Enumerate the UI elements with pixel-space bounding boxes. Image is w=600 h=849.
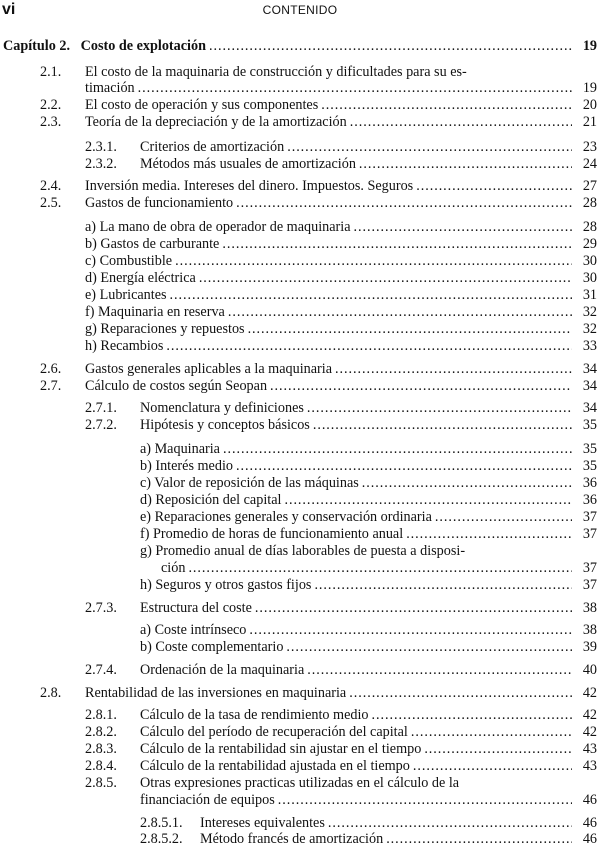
dot-leader — [435, 509, 572, 526]
toc-entry-2-5-d[interactable] — [85, 270, 597, 287]
toc-page: 34 — [582, 361, 597, 377]
dot-leader — [424, 741, 572, 758]
toc-page: 36 — [582, 492, 597, 508]
toc-page: 42 — [582, 707, 597, 723]
toc-page: 46 — [582, 815, 597, 831]
toc-entry-2-7[interactable] — [85, 378, 597, 395]
toc-title: a) La mano de obra de operador de maquinaria — [85, 219, 351, 235]
toc-entry-2-7-2[interactable] — [140, 417, 597, 434]
dot-leader — [386, 831, 572, 848]
toc-title: Intereses equivalentes — [200, 815, 325, 831]
toc-title: h) Seguros y otros gastos fijos — [140, 577, 312, 593]
dot-leader — [411, 724, 572, 741]
dot-leader — [255, 600, 572, 617]
toc-entry-2-7-2-h[interactable] — [140, 577, 597, 594]
toc-number: 2.7.3. — [85, 600, 117, 616]
toc-title: Inversión media. Intereses del dinero. Impuestos. Seguros — [85, 178, 414, 194]
toc-entry-2-5[interactable] — [85, 195, 597, 212]
toc-number: 2.7.1. — [85, 400, 117, 416]
dot-leader — [248, 321, 572, 338]
toc-chapter-2[interactable] — [3, 38, 597, 55]
toc-entry-2-8-5[interactable] — [140, 792, 597, 809]
toc-page: 19 — [582, 80, 597, 96]
toc-entry-2-5-h[interactable] — [85, 338, 597, 355]
toc-entry-2-5-c[interactable] — [85, 253, 597, 270]
toc-title: e) Lubricantes — [85, 287, 167, 303]
dot-leader — [209, 38, 572, 55]
toc-entry-2-7-2-c[interactable] — [140, 475, 597, 492]
dot-leader — [249, 622, 572, 639]
toc-page: 28 — [582, 195, 597, 211]
toc-entry-2-5-b[interactable] — [85, 236, 597, 253]
toc-title: e) Reparaciones generales y conservación ordinaria — [140, 509, 432, 525]
dot-leader — [222, 236, 572, 253]
toc-page: 34 — [582, 378, 597, 394]
toc-page: 34 — [582, 400, 597, 416]
dot-leader — [284, 492, 572, 509]
toc-title: El costo de operación y sus componentes — [85, 97, 319, 113]
toc-number: 2.7. — [40, 378, 62, 394]
toc-page: 46 — [582, 831, 597, 847]
dot-leader — [199, 270, 572, 287]
dot-leader — [328, 815, 572, 832]
dot-leader — [362, 475, 572, 492]
toc-entry-2-3[interactable] — [85, 114, 597, 131]
dot-leader — [321, 97, 572, 114]
toc-title: h) Recambios — [85, 338, 164, 354]
toc-title: d) Energía eléctrica — [85, 270, 196, 286]
toc-title: Ordenación de la maquinaria — [140, 662, 305, 678]
toc-page: 38 — [582, 600, 597, 616]
toc-entry-2-3-1[interactable] — [140, 139, 597, 156]
toc-page: 23 — [582, 139, 597, 155]
toc-entry-2-4[interactable] — [85, 178, 597, 195]
toc-entry-2-8-1[interactable] — [140, 707, 597, 724]
toc-page: 24 — [582, 156, 597, 172]
toc-page: 37 — [582, 577, 597, 593]
toc-title: Cálculo de la tasa de rendimiento medio — [140, 707, 369, 723]
toc-page: 43 — [582, 758, 597, 774]
toc-number: 2.7.2. — [85, 417, 117, 433]
toc-number: 2.8.1. — [85, 707, 117, 723]
dot-leader — [228, 304, 572, 321]
running-title: CONTENIDO — [262, 3, 338, 17]
dot-leader — [278, 792, 572, 809]
toc-title: b) Coste complementario — [140, 639, 284, 655]
toc-entry-2-7-2-a[interactable] — [140, 441, 597, 458]
toc-title: Criterios de amortización — [140, 139, 285, 155]
toc-title-line[interactable]: g) Promedio anual de días laborables de puesta a disposi- — [140, 543, 466, 559]
dot-leader — [270, 378, 572, 395]
toc-title: Hipótesis y conceptos básicos — [140, 417, 310, 433]
toc-number: 2.2. — [40, 97, 62, 113]
toc-page: 28 — [582, 219, 597, 235]
toc-page: 32 — [582, 304, 597, 320]
toc-entry-2-5-g[interactable] — [85, 321, 597, 338]
toc-title: c) Combustible — [85, 253, 173, 269]
dot-leader — [138, 80, 572, 97]
toc-page: 27 — [582, 178, 597, 194]
toc-page: 35 — [582, 417, 597, 433]
toc-title: Cálculo de la rentabilidad sin ajustar en el tiempo — [140, 741, 422, 757]
dot-leader — [313, 417, 572, 434]
toc-number: 2.3.2. — [85, 156, 117, 172]
toc-entry-2-7-2-b[interactable] — [140, 458, 597, 475]
toc-number: 2.1. — [40, 64, 62, 80]
toc-entry-2-7-3[interactable] — [140, 600, 597, 617]
toc-title-line[interactable]: Otras expresiones practicas utilizadas en el cálculo de la — [140, 775, 460, 791]
toc-page: 33 — [582, 338, 597, 354]
dot-leader — [413, 758, 572, 775]
toc-title: f) Promedio de horas de funcionamiento anual — [140, 526, 404, 542]
dot-leader — [307, 662, 572, 679]
toc-entry-2-5-e[interactable] — [85, 287, 597, 304]
toc-entry-2-8-2[interactable] — [140, 724, 597, 741]
toc-number: 2.6. — [40, 361, 62, 377]
toc-title: Teoría de la depreciación y de la amortización — [85, 114, 347, 130]
toc-page: 40 — [582, 662, 597, 678]
toc-number: 2.8. — [40, 685, 62, 701]
toc-page: 37 — [582, 509, 597, 525]
toc-entry-2-8[interactable] — [85, 685, 597, 702]
toc-page: 38 — [582, 622, 597, 638]
toc-entry-2-7-3-b[interactable] — [140, 639, 597, 656]
toc-page: 32 — [582, 321, 597, 337]
chapter-label: Capítulo 2. — [3, 38, 71, 54]
toc-title: timación — [85, 80, 135, 96]
toc-page: 39 — [582, 639, 597, 655]
dot-leader — [307, 400, 572, 417]
dot-leader — [286, 639, 572, 656]
page-number: vi — [2, 1, 16, 18]
toc-entry-2-6[interactable] — [85, 361, 597, 378]
dot-leader — [188, 560, 572, 577]
toc-title: a) Coste intrínseco — [140, 622, 247, 638]
toc-page: 46 — [582, 792, 597, 808]
toc-page: 30 — [582, 270, 597, 286]
toc-entry-2-7-1[interactable] — [140, 400, 597, 417]
toc-title: d) Reposición del capital — [140, 492, 282, 508]
toc-entry-2-2[interactable] — [85, 97, 597, 114]
toc-title: f) Maquinaria en reserva — [85, 304, 225, 320]
toc-title-line[interactable]: El costo de la maquinaria de construcción y dificultades para su es- — [85, 64, 467, 80]
toc-entry-2-5-a[interactable] — [85, 219, 597, 236]
toc-page: 30 — [582, 253, 597, 269]
dot-leader — [287, 139, 572, 156]
toc-page: 35 — [582, 441, 597, 457]
toc-title: Rentabilidad de las inversiones en maquinaria — [85, 685, 347, 701]
toc-title: c) Valor de reposición de las máquinas — [140, 475, 359, 491]
toc-title: Estructura del coste — [140, 600, 252, 616]
dot-leader — [223, 441, 572, 458]
toc-number: 2.5. — [40, 195, 62, 211]
toc-entry-2-1[interactable] — [85, 80, 597, 97]
toc-number: 2.8.4. — [85, 758, 117, 774]
toc-number: 2.4. — [40, 178, 62, 194]
dot-leader — [170, 287, 572, 304]
toc-page: 35 — [582, 458, 597, 474]
toc-number: 2.8.3. — [85, 741, 117, 757]
toc-number: 2.8.2. — [85, 724, 117, 740]
toc-title: ción — [161, 560, 186, 576]
toc-number: 2.3.1. — [85, 139, 117, 155]
toc-page: 19 — [582, 38, 597, 54]
toc-page: 43 — [582, 741, 597, 757]
toc-number: 2.8.5. — [85, 775, 117, 791]
dot-leader — [350, 114, 572, 131]
toc-entry-2-7-2-f[interactable] — [140, 526, 597, 543]
dot-leader — [354, 219, 573, 236]
toc-entry-2-8-3[interactable] — [140, 741, 597, 758]
toc-title: financiación de equipos — [140, 792, 275, 808]
toc-title: Cálculo del período de recuperación del capital — [140, 724, 408, 740]
toc-title: b) Interés medio — [140, 458, 233, 474]
toc-entry-2-7-2-g[interactable] — [161, 560, 597, 577]
toc-number: 2.3. — [40, 114, 62, 130]
toc-page: 37 — [582, 526, 597, 542]
dot-leader — [372, 707, 572, 724]
toc-entry-2-7-2-e[interactable] — [140, 509, 597, 526]
dot-leader — [236, 458, 572, 475]
toc-page: 31 — [582, 287, 597, 303]
toc-title: g) Reparaciones y repuestos — [85, 321, 245, 337]
toc-title: a) Maquinaria — [140, 441, 220, 457]
dot-leader — [359, 156, 572, 173]
toc-page: 37 — [582, 560, 597, 576]
toc-page: 36 — [582, 475, 597, 491]
toc-number: 2.8.5.2. — [140, 831, 183, 847]
toc-title: b) Gastos de carburante — [85, 236, 220, 252]
dot-leader — [166, 338, 572, 355]
toc-entry-2-7-4[interactable] — [140, 662, 597, 679]
toc-page: 42 — [582, 724, 597, 740]
toc-entry-2-8-5-2[interactable] — [200, 831, 597, 848]
toc-page: 20 — [582, 97, 597, 113]
dot-leader — [416, 178, 572, 195]
toc-title: Gastos generales aplicables a la maquinaria — [85, 361, 332, 377]
toc-title: Método francés de amortización — [200, 831, 384, 847]
dot-leader — [236, 195, 572, 212]
toc-entry-2-7-2-d[interactable] — [140, 492, 597, 509]
toc-entry-2-7-3-a[interactable] — [140, 622, 597, 639]
toc-entry-2-5-f[interactable] — [85, 304, 597, 321]
toc-number: 2.7.4. — [85, 662, 117, 678]
toc-entry-2-8-4[interactable] — [140, 758, 597, 775]
toc-title: Gastos de funcionamiento — [85, 195, 234, 211]
dot-leader — [349, 685, 572, 702]
toc-page: 21 — [582, 114, 597, 130]
toc-title: Cálculo de la rentabilidad ajustada en el tiempo — [140, 758, 410, 774]
toc-title: Métodos más usuales de amortización — [140, 156, 356, 172]
toc-page: 29 — [582, 236, 597, 252]
toc-title: Cálculo de costos según Seopan — [85, 378, 268, 394]
dot-leader — [175, 253, 572, 270]
dot-leader — [335, 361, 572, 378]
chapter-title: Costo de explotación — [80, 38, 206, 54]
dot-leader — [406, 526, 572, 543]
toc-title: Nomenclatura y definiciones — [140, 400, 304, 416]
toc-number: 2.8.5.1. — [140, 815, 183, 831]
dot-leader — [314, 577, 572, 594]
toc-entry-2-8-5-1[interactable] — [200, 815, 597, 832]
toc-entry-2-3-2[interactable] — [140, 156, 597, 173]
toc-page: 42 — [582, 685, 597, 701]
